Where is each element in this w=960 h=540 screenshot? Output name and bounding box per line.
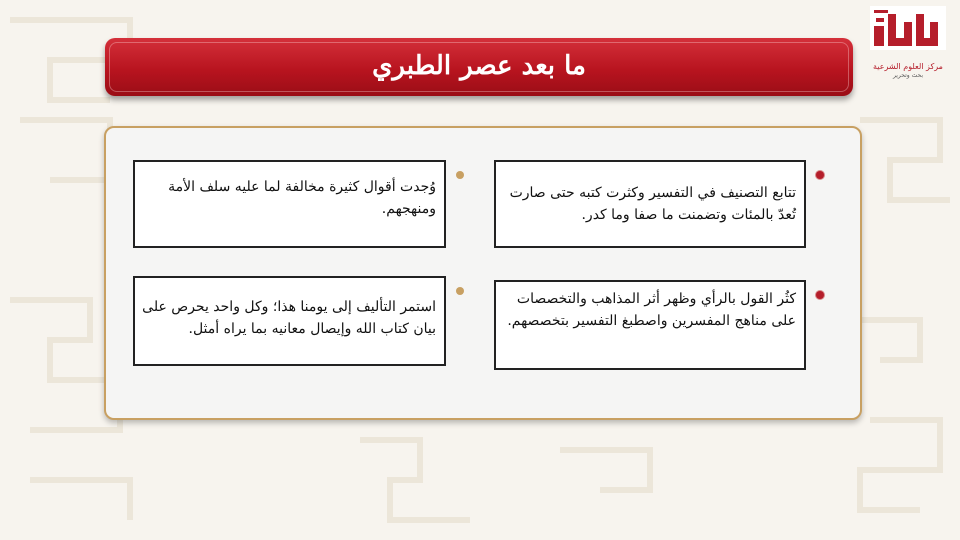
logo-mark bbox=[868, 4, 948, 52]
card-1-text: تتابع التصنيف في التفسير وكثرت كتبه حتى صارت تُعدّ بالمئات وتضمنت ما صفا وما كدر. bbox=[509, 185, 796, 223]
logo-tagline: بحث وتحرير bbox=[892, 72, 924, 79]
bullet-1 bbox=[816, 171, 824, 179]
card-2 bbox=[133, 160, 446, 248]
logo-subtitle: مركز العلوم الشرعية bbox=[873, 62, 943, 71]
slide-title: ما بعد عصر الطبري bbox=[372, 51, 586, 81]
card-2-text: وُجدت أقوال كثيرة مخالفة لما عليه سلف الأمة ومنهجهم. bbox=[168, 179, 436, 217]
bullet-4 bbox=[456, 287, 464, 295]
card-4 bbox=[133, 276, 446, 366]
bullet-2 bbox=[456, 171, 464, 179]
title-bar bbox=[105, 38, 853, 96]
card-3 bbox=[494, 280, 806, 370]
card-1 bbox=[494, 160, 806, 248]
bullet-3 bbox=[816, 291, 824, 299]
card-3-text: كثُر القول بالرأي وظهر أثر المذاهب والتخصصات على مناهج المفسرين واصطبغ التفسير بتخصصهم. bbox=[507, 291, 796, 329]
card-4-text: استمر التأليف إلى يومنا هذا؛ وكل واحد يحرص على بيان كتاب الله وإيصال معانيه بما يراه أمثل. bbox=[142, 299, 436, 337]
logo bbox=[862, 4, 954, 90]
